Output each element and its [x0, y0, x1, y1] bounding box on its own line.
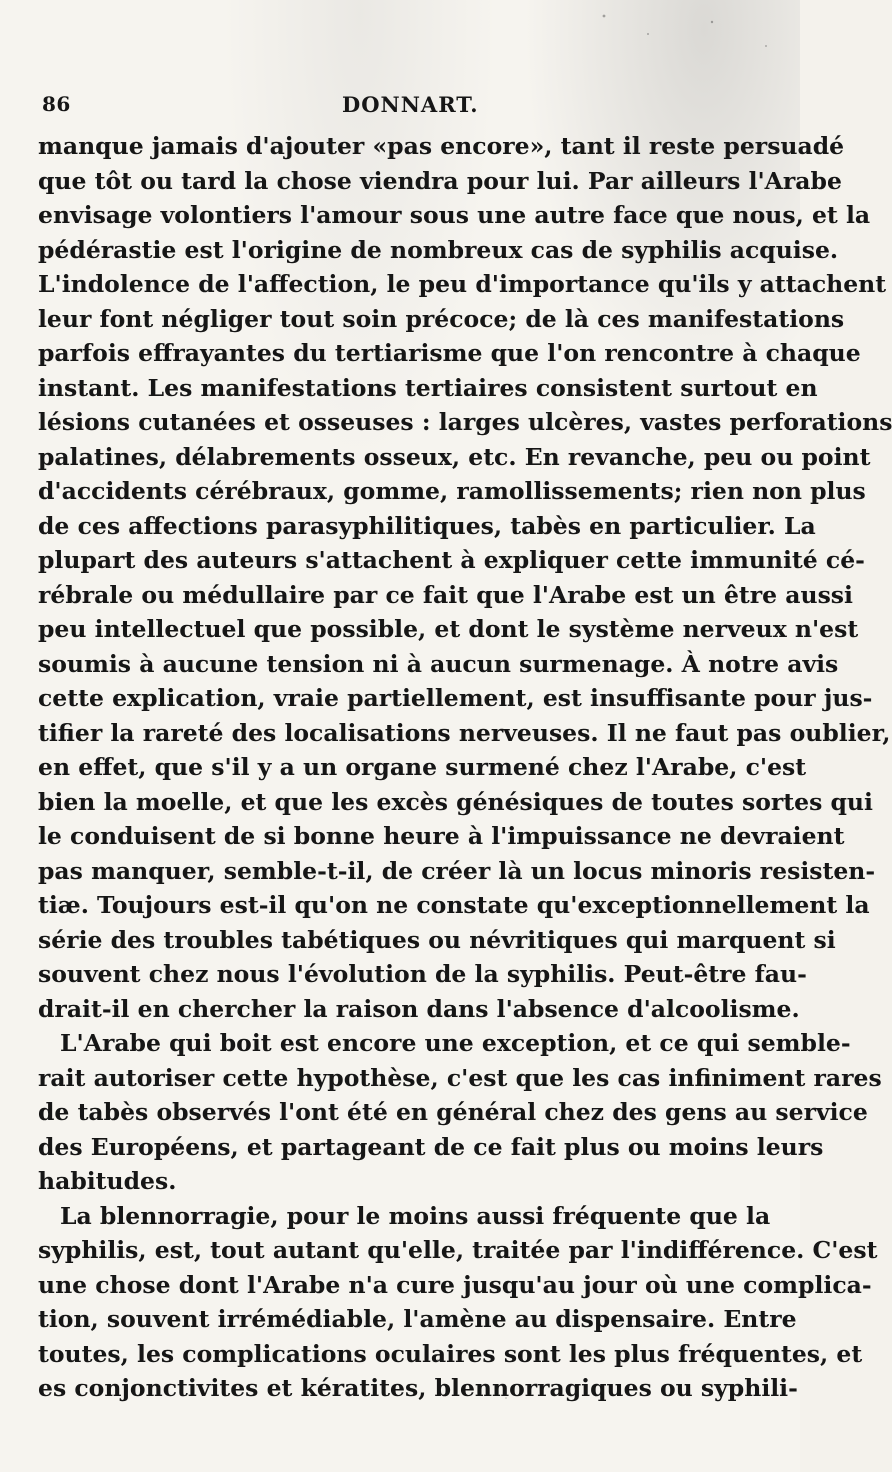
text-line: rait autoriser cette hypothèse, c'est que les cas infiniment rares [38, 1063, 882, 1092]
text-line: soumis à aucune tension ni à aucun surmenage. À notre avis [38, 649, 839, 678]
running-head [42, 92, 762, 122]
text-line: tiæ. Toujours est-il qu'on ne constate qu'exceptionnellement la [38, 891, 870, 919]
text-line: pas manquer, semble-t-il, de créer là un locus minoris resisten- [38, 856, 876, 885]
text-line: L'Arabe qui boit est encore une exception, et ce qui semble- [60, 1029, 851, 1057]
text-line: le conduisent de si bonne heure à l'impuissance ne devraient [38, 822, 845, 850]
text-line: syphilis, est, tout autant qu'elle, traitée par l'indifférence. C'est [38, 1236, 878, 1264]
text-line: de tabès observés l'ont été en général chez des gens au service [38, 1098, 868, 1126]
text-line: instant. Les manifestations tertiaires consistent surtout en [38, 373, 818, 402]
text-line: souvent chez nous l'évolution de la syphilis. Peut-être fau- [38, 960, 807, 988]
text-line: tion, souvent irrémédiable, l'amène au dispensaire. Entre [38, 1305, 797, 1333]
text-line: habitudes. [38, 1167, 177, 1195]
text-line: parfois effrayantes du tertiarisme que l'on rencontre à chaque [38, 339, 861, 367]
text-line: de ces affections parasyphilitiques, tabès en particulier. La [38, 511, 816, 540]
text-line: L'indolence de l'affection, le peu d'importance qu'ils y attachent [38, 270, 887, 298]
text-line: leur font négliger tout soin précoce; de là ces manifestations [38, 304, 845, 333]
text-line: rébrale ou médullaire par ce fait que l'Arabe est un être aussi [38, 580, 853, 609]
text-line: lésions cutanées et osseuses : larges ulcères, vastes perforations [38, 408, 892, 436]
text-line: drait-il en chercher la raison dans l'absence d'alcoolisme. [38, 994, 800, 1023]
text-line: envisage volontiers l'amour sous une autre face que nous, et la [38, 201, 871, 229]
text-line: pédérastie est l'origine de nombreux cas de syphilis acquise. [38, 235, 839, 264]
text-line: plupart des auteurs s'attachent à expliquer cette immunité cé- [38, 546, 865, 574]
text-line: toutes, les complications oculaires sont les plus fréquentes, et [38, 1339, 863, 1368]
text-line: es conjonctivites et kératites, blennorragiques ou syphili- [38, 1374, 798, 1402]
text-line: que tôt ou tard la chose viendra pour lui. Par ailleurs l'Arabe [38, 166, 842, 195]
body-text [38, 129, 892, 1406]
text-line: une chose dont l'Arabe n'a cure jusqu'au jour où une complica- [38, 1270, 872, 1299]
text-line: des Européens, et partageant de ce fait plus ou moins leurs [38, 1132, 824, 1161]
text-line: d'accidents cérébraux, gomme, ramollissements; rien non plus [38, 477, 866, 505]
text-line: en effet, que s'il y a un organe surmené chez l'Arabe, c'est [38, 753, 807, 781]
text-line: palatines, délabrements osseux, etc. En revanche, peu ou point [38, 442, 871, 471]
text-line: bien la moelle, et que les excès génésiques de toutes sortes qui [38, 787, 873, 816]
running-title: DONNART. [342, 92, 479, 117]
text-line: La blennorragie, pour le moins aussi fréquente que la [60, 1201, 771, 1230]
text-line: peu intellectuel que possible, et dont le système nerveux n'est [38, 615, 859, 643]
text-line: manque jamais d'ajouter «pas encore», tant il reste persuadé [38, 132, 845, 160]
page-number: 86 [42, 92, 71, 116]
text-line: tifier la rareté des localisations nerveuses. Il ne faut pas oublier, [38, 718, 891, 747]
text-line: série des troubles tabétiques ou névritiques qui marquent si [38, 925, 836, 954]
text-line: cette explication, vraie partiellement, est insuffisante pour jus- [38, 684, 873, 712]
